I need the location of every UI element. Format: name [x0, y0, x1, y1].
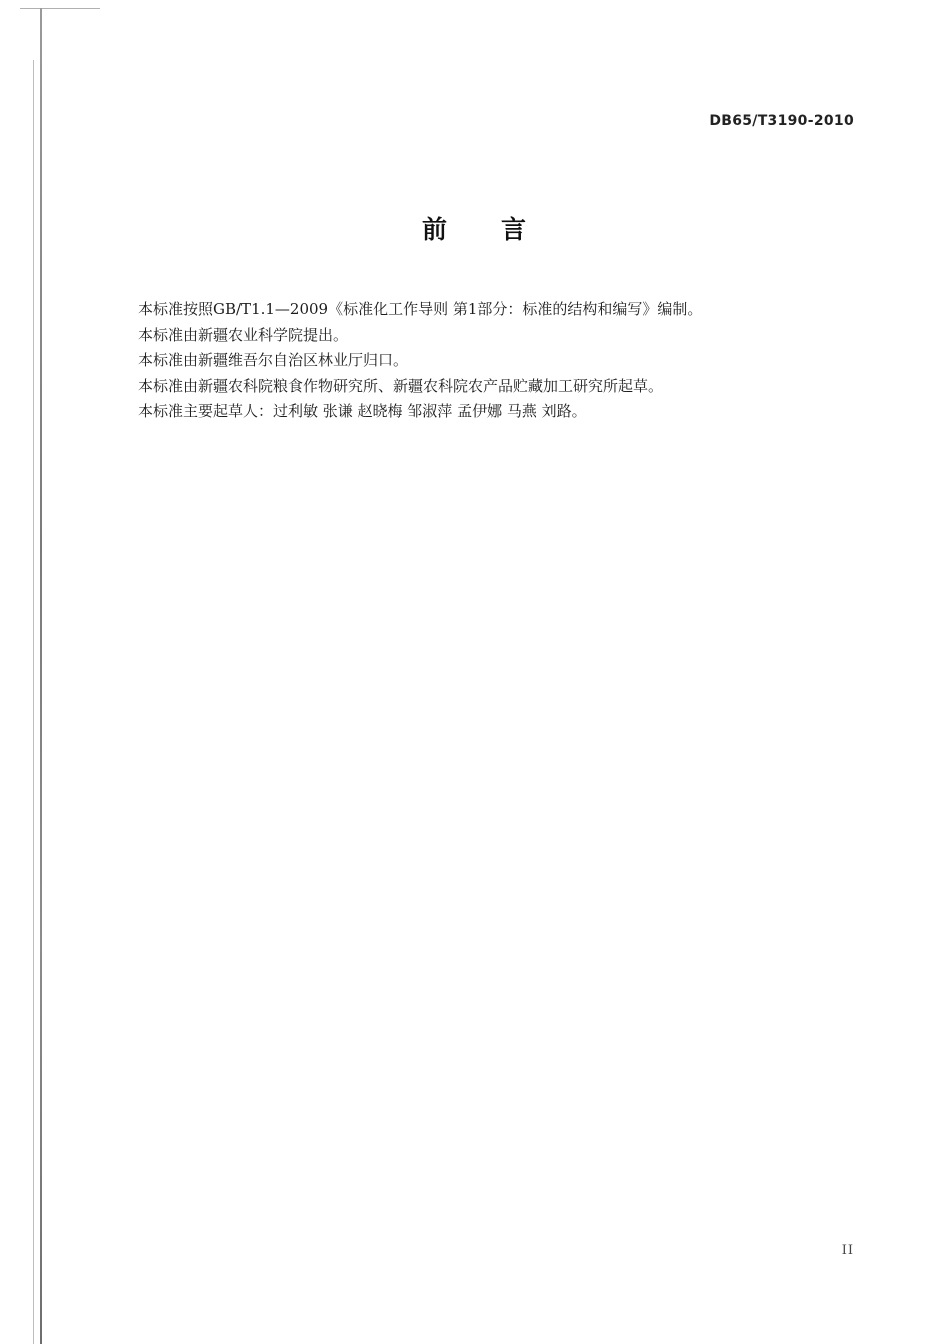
binding-edge — [40, 8, 42, 1344]
binding-edge-top — [20, 8, 100, 9]
paragraph-main-drafters: 本标准主要起草人：过利敏 张谦 赵晓梅 邹淑萍 孟伊娜 马燕 刘路。 — [138, 402, 587, 420]
paragraph-standard-basis: 本标准按照GB/T1.1—2009《标准化工作导则 第1部分：标准的结构和编写》编制。 — [138, 300, 703, 318]
paragraph-drafted-by: 本标准由新疆农科院粮食作物研究所、新疆农科院农产品贮藏加工研究所起草。 — [138, 376, 664, 395]
page-title-part-2: 言 — [501, 215, 529, 244]
binding-edge-inner — [33, 60, 34, 1344]
page-title — [0, 210, 950, 246]
foreword-body — [138, 297, 828, 425]
page-number: II — [841, 1243, 854, 1258]
page-title-part-1: 前 — [421, 215, 449, 244]
paragraph-centralized-by: 本标准由新疆维吾尔自治区林业厅归口。 — [138, 351, 409, 369]
document-code: DB65/T3190-2010 — [709, 113, 854, 129]
paragraph-proposed-by: 本标准由新疆农业科学院提出。 — [138, 325, 349, 344]
